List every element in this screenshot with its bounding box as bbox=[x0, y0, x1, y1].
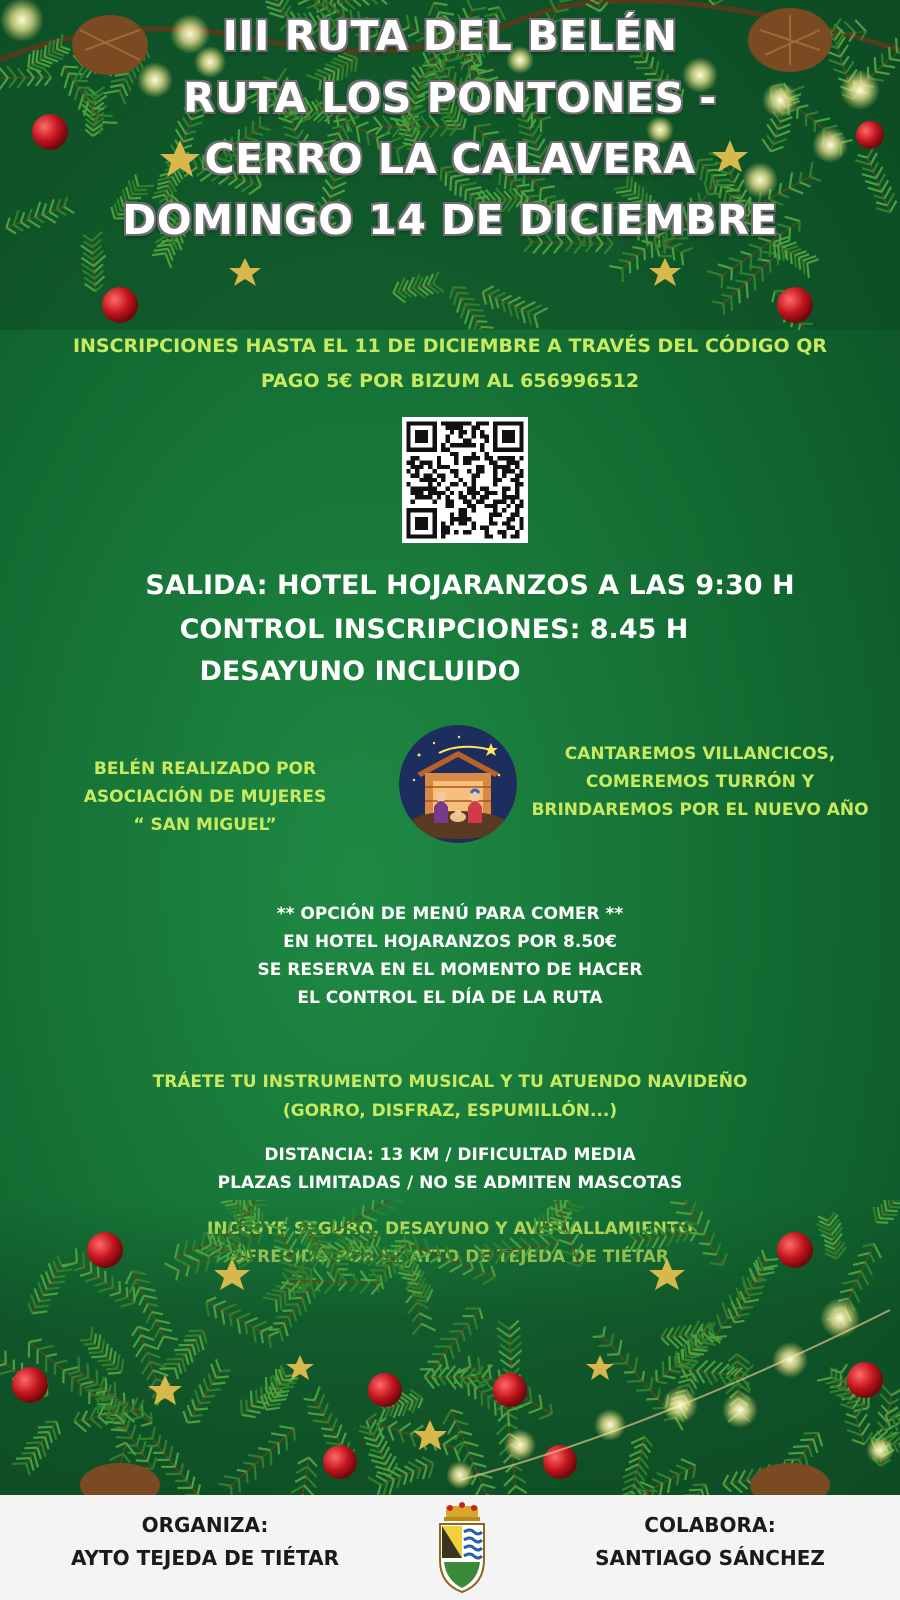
collaborator-block bbox=[545, 1509, 875, 1575]
municipal-crest-icon bbox=[434, 1502, 490, 1594]
departure-info: SALIDA: HOTEL HOJARANZOS A LAS 9:30 H bbox=[145, 570, 795, 601]
activities-info bbox=[520, 740, 880, 824]
distance-difficulty: DISTANCIA: 13 KM / DIFICULTAD MEDIA bbox=[264, 1145, 636, 1165]
organizer-label: ORGANIZA: bbox=[141, 1513, 269, 1537]
organizer-name: AYTO TEJEDA DE TIÉTAR bbox=[70, 1546, 340, 1570]
event-date-line: DOMINGO 14 DE DICIEMBRE bbox=[122, 196, 778, 244]
instrument-invite: TRÁETE TU INSTRUMENTO MUSICAL Y TU ATUENDO NAVIDEÑO bbox=[152, 1072, 748, 1092]
belen-credit-line-1: BELÉN REALIZADO POR bbox=[93, 759, 317, 779]
menu-option bbox=[0, 900, 900, 1012]
payment-info: PAGO 5€ POR BIZUM AL 656996512 bbox=[260, 370, 640, 392]
event-title-line-1: III RUTA DEL BELÉN bbox=[222, 12, 678, 60]
activities-line-1: CANTAREMOS VILLANCICOS, bbox=[564, 744, 836, 764]
registration-deadline: INSCRIPCIONES HASTA EL 11 DE DICIEMBRE A TRAVÉS DEL CÓDIGO QR bbox=[72, 335, 828, 357]
activities-line-3: BRINDAREMOS POR EL NUEVO AÑO bbox=[531, 800, 869, 820]
belen-credit-line-3: “ SAN MIGUEL” bbox=[133, 815, 277, 835]
bottom-garland-decoration bbox=[0, 1200, 900, 1500]
organizer-block bbox=[40, 1509, 370, 1575]
menu-line-1: ** OPCIÓN DE MENÚ PARA COMER ** bbox=[276, 904, 624, 924]
checkin-info: CONTROL INSCRIPCIONES: 8.45 H bbox=[179, 614, 689, 645]
menu-line-4: EL CONTROL EL DÍA DE LA RUTA bbox=[297, 988, 603, 1008]
belen-credit bbox=[55, 755, 355, 839]
qr-code-icon[interactable] bbox=[402, 417, 528, 543]
event-title-line-3: CERRO LA CALAVERA bbox=[204, 135, 696, 183]
costume-examples: (GORRO, DISFRAZ, ESPUMILLÓN...) bbox=[282, 1101, 618, 1121]
activities-line-2: COMEREMOS TURRÓN Y bbox=[585, 772, 815, 792]
nativity-scene-icon bbox=[399, 725, 517, 843]
menu-line-2: EN HOTEL HOJARANZOS POR 8.50€ bbox=[283, 932, 617, 952]
breakfast-info: DESAYUNO INCLUIDO bbox=[199, 656, 521, 687]
collaborator-name: SANTIAGO SÁNCHEZ bbox=[595, 1546, 825, 1570]
belen-credit-line-2: ASOCIACIÓN DE MUJERES bbox=[83, 787, 327, 807]
places-pets: PLAZAS LIMITADAS / NO SE ADMITEN MASCOTAS bbox=[217, 1173, 683, 1193]
collaborator-label: COLABORA: bbox=[644, 1513, 776, 1537]
event-title-line-2: RUTA LOS PONTONES - bbox=[183, 74, 717, 122]
menu-line-3: SE RESERVA EN EL MOMENTO DE HACER bbox=[257, 960, 643, 980]
